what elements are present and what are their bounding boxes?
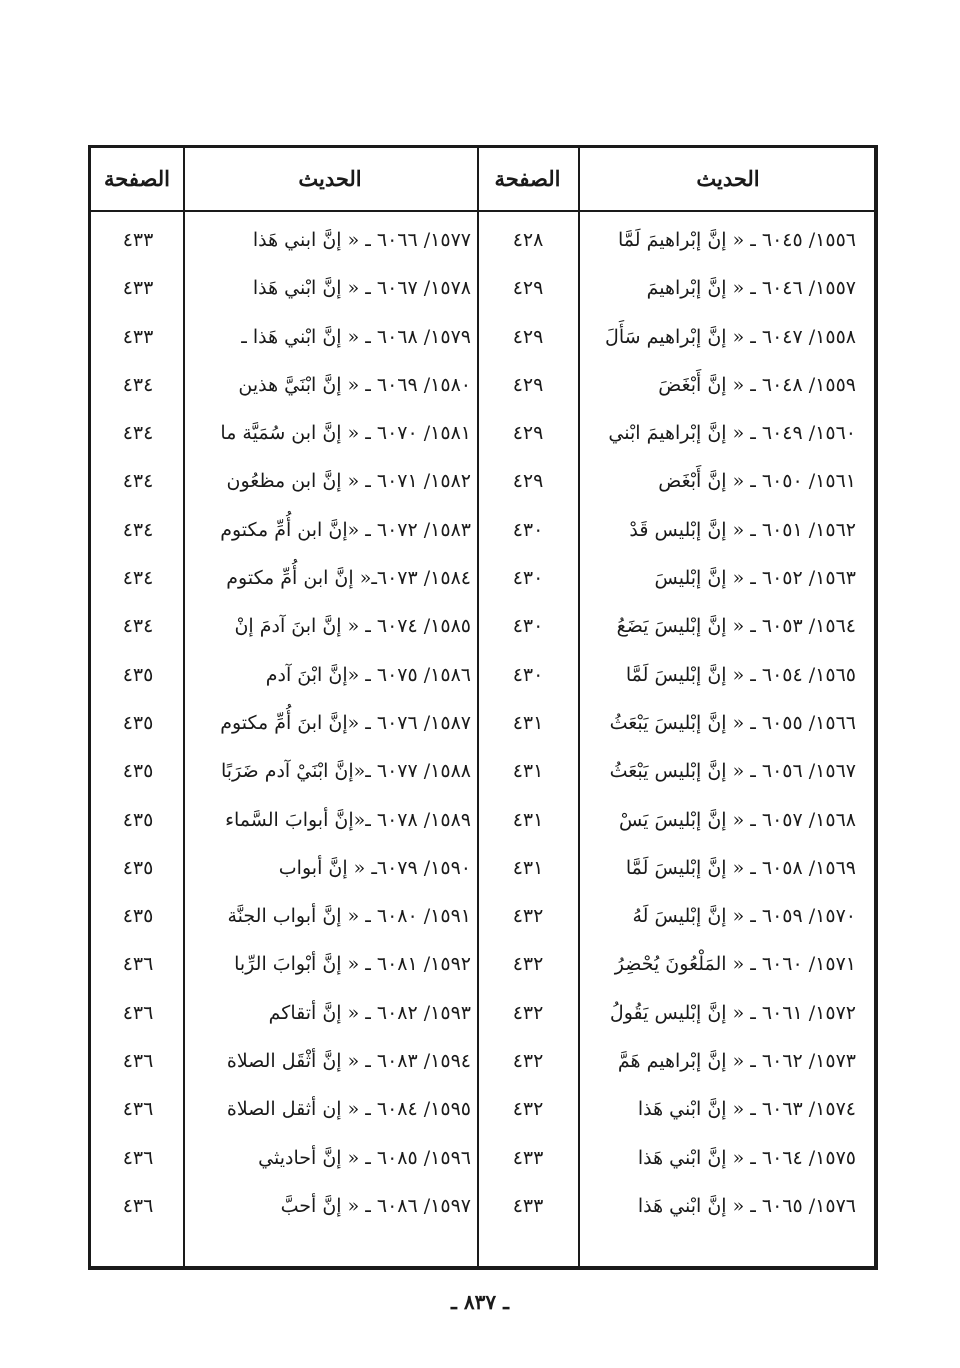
page-reference: ٤٢٩ xyxy=(512,422,544,445)
right-page-list xyxy=(480,216,576,1230)
page-reference: ٤٣١ xyxy=(512,760,544,783)
hadith-entry: ١٥٩٧/ ٦٠٨٦ ـ « إنَّ أحبَّ xyxy=(280,1194,471,1217)
hadith-entry: ١٥٧١/ ٦٠٦٠ ـ « المَلْعُونَ يُحْضِرُ xyxy=(614,953,856,976)
hadith-entry: ١٥٦٥/ ٦٠٥٤ ـ « إنَّ إبْليسَ لَمَّا xyxy=(625,663,856,686)
hadith-entry: ١٥٨٢/ ٦٠٧١ ـ « إنَّ ابن مظعُون xyxy=(226,470,471,493)
page-reference: ٤٣٣ xyxy=(512,1146,544,1169)
hadith-entry: ١٥٨٠/ ٦٠٦٩ ـ « إنَّ ابْنَيَّ هذين xyxy=(238,373,471,396)
page-reference: ٤٣٣ xyxy=(122,325,154,348)
page-reference: ٤٢٩ xyxy=(512,325,544,348)
page-reference: ٤٣١ xyxy=(512,856,544,879)
hadith-entry: ١٥٥٩/ ٦٠٤٨ ـ « إنَّ أَبْغَضَ xyxy=(658,373,856,396)
hadith-entry: ١٥٧٢/ ٦٠٦١ ـ « إنَّ إبْليس يَقُولُ xyxy=(609,1001,856,1024)
hadith-entry: ١٥٩٠/ ٦٠٧٩ـ « إنَّ أبواب xyxy=(278,856,471,879)
page-reference: ٤٣٤ xyxy=(122,373,154,396)
page-reference: ٤٣٣ xyxy=(122,277,154,300)
left-hadith-list xyxy=(191,216,471,1230)
hadith-entry: ١٥٨٤/ ٦٠٧٣ـ« إنَّ ابن أُمِّ مكتوم xyxy=(226,567,471,590)
hadith-entry: ١٥٧٠/ ٦٠٥٩ ـ « إنَّ إبْليسَ لَهُ xyxy=(632,905,856,928)
page-reference: ٤٣٢ xyxy=(512,905,544,928)
page-reference: ٤٣٥ xyxy=(122,905,154,928)
page-reference: ٤٣٦ xyxy=(122,1001,154,1024)
page-reference: ٤٣٠ xyxy=(512,567,544,590)
page-reference: ٤٣٦ xyxy=(122,1050,154,1073)
page-reference: ٤٢٩ xyxy=(512,373,544,396)
column-divider xyxy=(578,148,580,1266)
page-reference: ٤٣١ xyxy=(512,711,544,734)
hadith-entry: ١٥٦٠/ ٦٠٤٩ ـ « إنَّ إبْراهيمَ ابْني xyxy=(608,422,856,445)
page-reference: ٤٣٦ xyxy=(122,1146,154,1169)
hadith-entry: ١٥٦٧/ ٦٠٥٦ ـ « إنَّ إبْليس يَبْعَثُ xyxy=(609,760,856,783)
hadith-entry: ١٥٨٦/ ٦٠٧٥ ـ «إنَّ ابْنَ آدم xyxy=(265,663,471,686)
page-reference: ٤٣٥ xyxy=(122,711,154,734)
column-divider xyxy=(477,148,479,1266)
page-reference: ٤٣٤ xyxy=(122,422,154,445)
page-reference: ٤٢٩ xyxy=(512,277,544,300)
hadith-entry: ١٥٩٣/ ٦٠٨٢ ـ « إنَّ أتقاكم xyxy=(268,1001,471,1024)
hadith-entry: ١٥٧٧/ ٦٠٦٦ ـ « إنَّ ابني هَذا xyxy=(252,229,471,251)
header-left-hadith: الحديث xyxy=(298,166,362,191)
hadith-entry: ١٥٩٦/ ٦٠٨٥ ـ « إنَّ أحاديثي xyxy=(258,1146,471,1169)
page-reference: ٤٣٥ xyxy=(122,760,154,783)
page-reference: ٤٣٢ xyxy=(512,1050,544,1073)
hadith-entry: ١٥٧٨/ ٦٠٦٧ ـ « إنَّ ابْني هَذا xyxy=(252,277,471,300)
header-left-page: الصفحة xyxy=(104,166,170,191)
page-reference: ٤٣٠ xyxy=(512,518,544,541)
index-table xyxy=(88,145,878,1270)
page-reference: ٤٣٣ xyxy=(122,229,154,251)
hadith-entry: ١٥٩١/ ٦٠٨٠ ـ « إنَّ أبواب الجنَّة xyxy=(227,905,471,928)
hadith-entry: ١٥٧٥/ ٦٠٦٤ ـ « إنَّ ابْني هَذا xyxy=(637,1146,856,1169)
page-reference: ٤٣٦ xyxy=(122,1098,154,1121)
hadith-entry: ١٥٨٥/ ٦٠٧٤ ـ « إنَّ ابنَ آدمَ إنْ xyxy=(234,615,471,638)
hadith-entry: ١٥٨٨/ ٦٠٧٧ ـ«إنَّ ابْنَيْ آدم ضَرَبًا xyxy=(220,760,471,783)
hadith-entry: ١٥٦٨/ ٦٠٥٧ ـ « إنَّ إبْليسَ يَسْ xyxy=(618,808,856,831)
header-right-hadith: الحديث xyxy=(696,166,760,191)
hadith-entry: ١٥٧٦/ ٦٠٦٥ ـ « إنَّ ابْني هَذا xyxy=(637,1194,856,1217)
page-reference: ٤٣٦ xyxy=(122,953,154,976)
hadith-entry: ١٥٩٥/ ٦٠٨٤ ـ « إن أثقل الصلاة xyxy=(226,1098,471,1121)
hadith-entry: ١٥٩٢/ ٦٠٨١ ـ « إنَّ أبْوابَ الرِّبا xyxy=(234,953,471,976)
hadith-entry: ١٥٦٣/ ٦٠٥٢ ـ « إنَّ إبْليسَ xyxy=(654,567,856,590)
page-reference: ٤٣٤ xyxy=(122,470,154,493)
page-reference: ٤٣٤ xyxy=(122,518,154,541)
page-reference: ٤٢٨ xyxy=(512,229,544,251)
page-reference: ٤٣١ xyxy=(512,808,544,831)
hadith-entry: ١٥٦٤/ ٦٠٥٣ ـ « إنَّ إبْليسَ يَضَعُ xyxy=(616,615,856,638)
page-reference: ٤٣٥ xyxy=(122,856,154,879)
hadith-entry: ١٥٦١/ ٦٠٥٠ ـ « إنَّ أَبْغَض xyxy=(658,470,856,493)
hadith-entry: ١٥٥٦/ ٦٠٤٥ ـ « إنَّ إبْراهيمَ لَمَّا xyxy=(617,229,856,251)
page-reference: ٤٣٤ xyxy=(122,615,154,638)
page-reference: ٤٣٢ xyxy=(512,953,544,976)
hadith-entry: ١٥٦٦/ ٦٠٥٥ ـ « إنَّ إبْليسَ يَبْعَثُ xyxy=(609,711,856,734)
page-reference: ٤٣٦ xyxy=(122,1194,154,1217)
page-reference: ٤٣٠ xyxy=(512,615,544,638)
hadith-entry: ١٥٦٢/ ٦٠٥١ ـ « إنَّ إبْليس قَدْ xyxy=(629,518,856,541)
page-reference: ٤٣٥ xyxy=(122,663,154,686)
hadith-entry: ١٥٨٩/ ٦٠٧٨ ـ«إنَّ أبوابَ السَّماء xyxy=(225,808,471,831)
page-reference: ٤٣٢ xyxy=(512,1098,544,1121)
hadith-entry: ١٥٧٩/ ٦٠٦٨ ـ « إنَّ ابْني هَذا ـ xyxy=(241,325,471,348)
left-page-list xyxy=(97,216,179,1230)
hadith-entry: ١٥٨١/ ٦٠٧٠ ـ « إنَّ ابن سُمَيَّة ما xyxy=(220,422,471,445)
hadith-entry: ١٥٨٣/ ٦٠٧٢ ـ «إنَّ ابن أُمِّ مكتوم xyxy=(220,518,471,541)
header-divider xyxy=(91,210,874,212)
header-right-page: الصفحة xyxy=(494,166,561,191)
hadith-entry: ١٥٧٣/ ٦٠٦٢ ـ « إنَّ إبْراهيم هَمَّ xyxy=(617,1050,856,1073)
hadith-entry: ١٥٥٨/ ٦٠٤٧ ـ « إنَّ إبْراهيم سَأَلَ xyxy=(605,325,856,348)
hadith-entry: ١٥٨٧/ ٦٠٧٦ ـ «إنَّ ابنَ أُمِّ مكتوم xyxy=(220,711,471,734)
page-reference: ٤٣٠ xyxy=(512,663,544,686)
right-hadith-list xyxy=(582,216,856,1230)
page-reference: ٤٣٢ xyxy=(512,1001,544,1024)
page-number: ـ ٨٣٧ ـ xyxy=(451,1290,509,1314)
hadith-entry: ١٥٧٤/ ٦٠٦٣ ـ « إنَّ ابْني هَذا xyxy=(637,1098,856,1121)
page-reference: ٤٢٩ xyxy=(512,470,544,493)
page-reference: ٤٣٥ xyxy=(122,808,154,831)
column-divider xyxy=(183,148,185,1266)
page-reference: ٤٣٣ xyxy=(512,1194,544,1217)
hadith-entry: ١٥٦٩/ ٦٠٥٨ ـ « إنَّ إبْليسَ لَمَّا xyxy=(625,856,856,879)
hadith-entry: ١٥٥٧/ ٦٠٤٦ ـ « إنَّ إبْراهيمَ xyxy=(646,277,856,300)
page-reference: ٤٣٤ xyxy=(122,567,154,590)
hadith-entry: ١٥٩٤/ ٦٠٨٣ ـ « إنَّ أثْقَل الصلاة xyxy=(226,1050,471,1073)
